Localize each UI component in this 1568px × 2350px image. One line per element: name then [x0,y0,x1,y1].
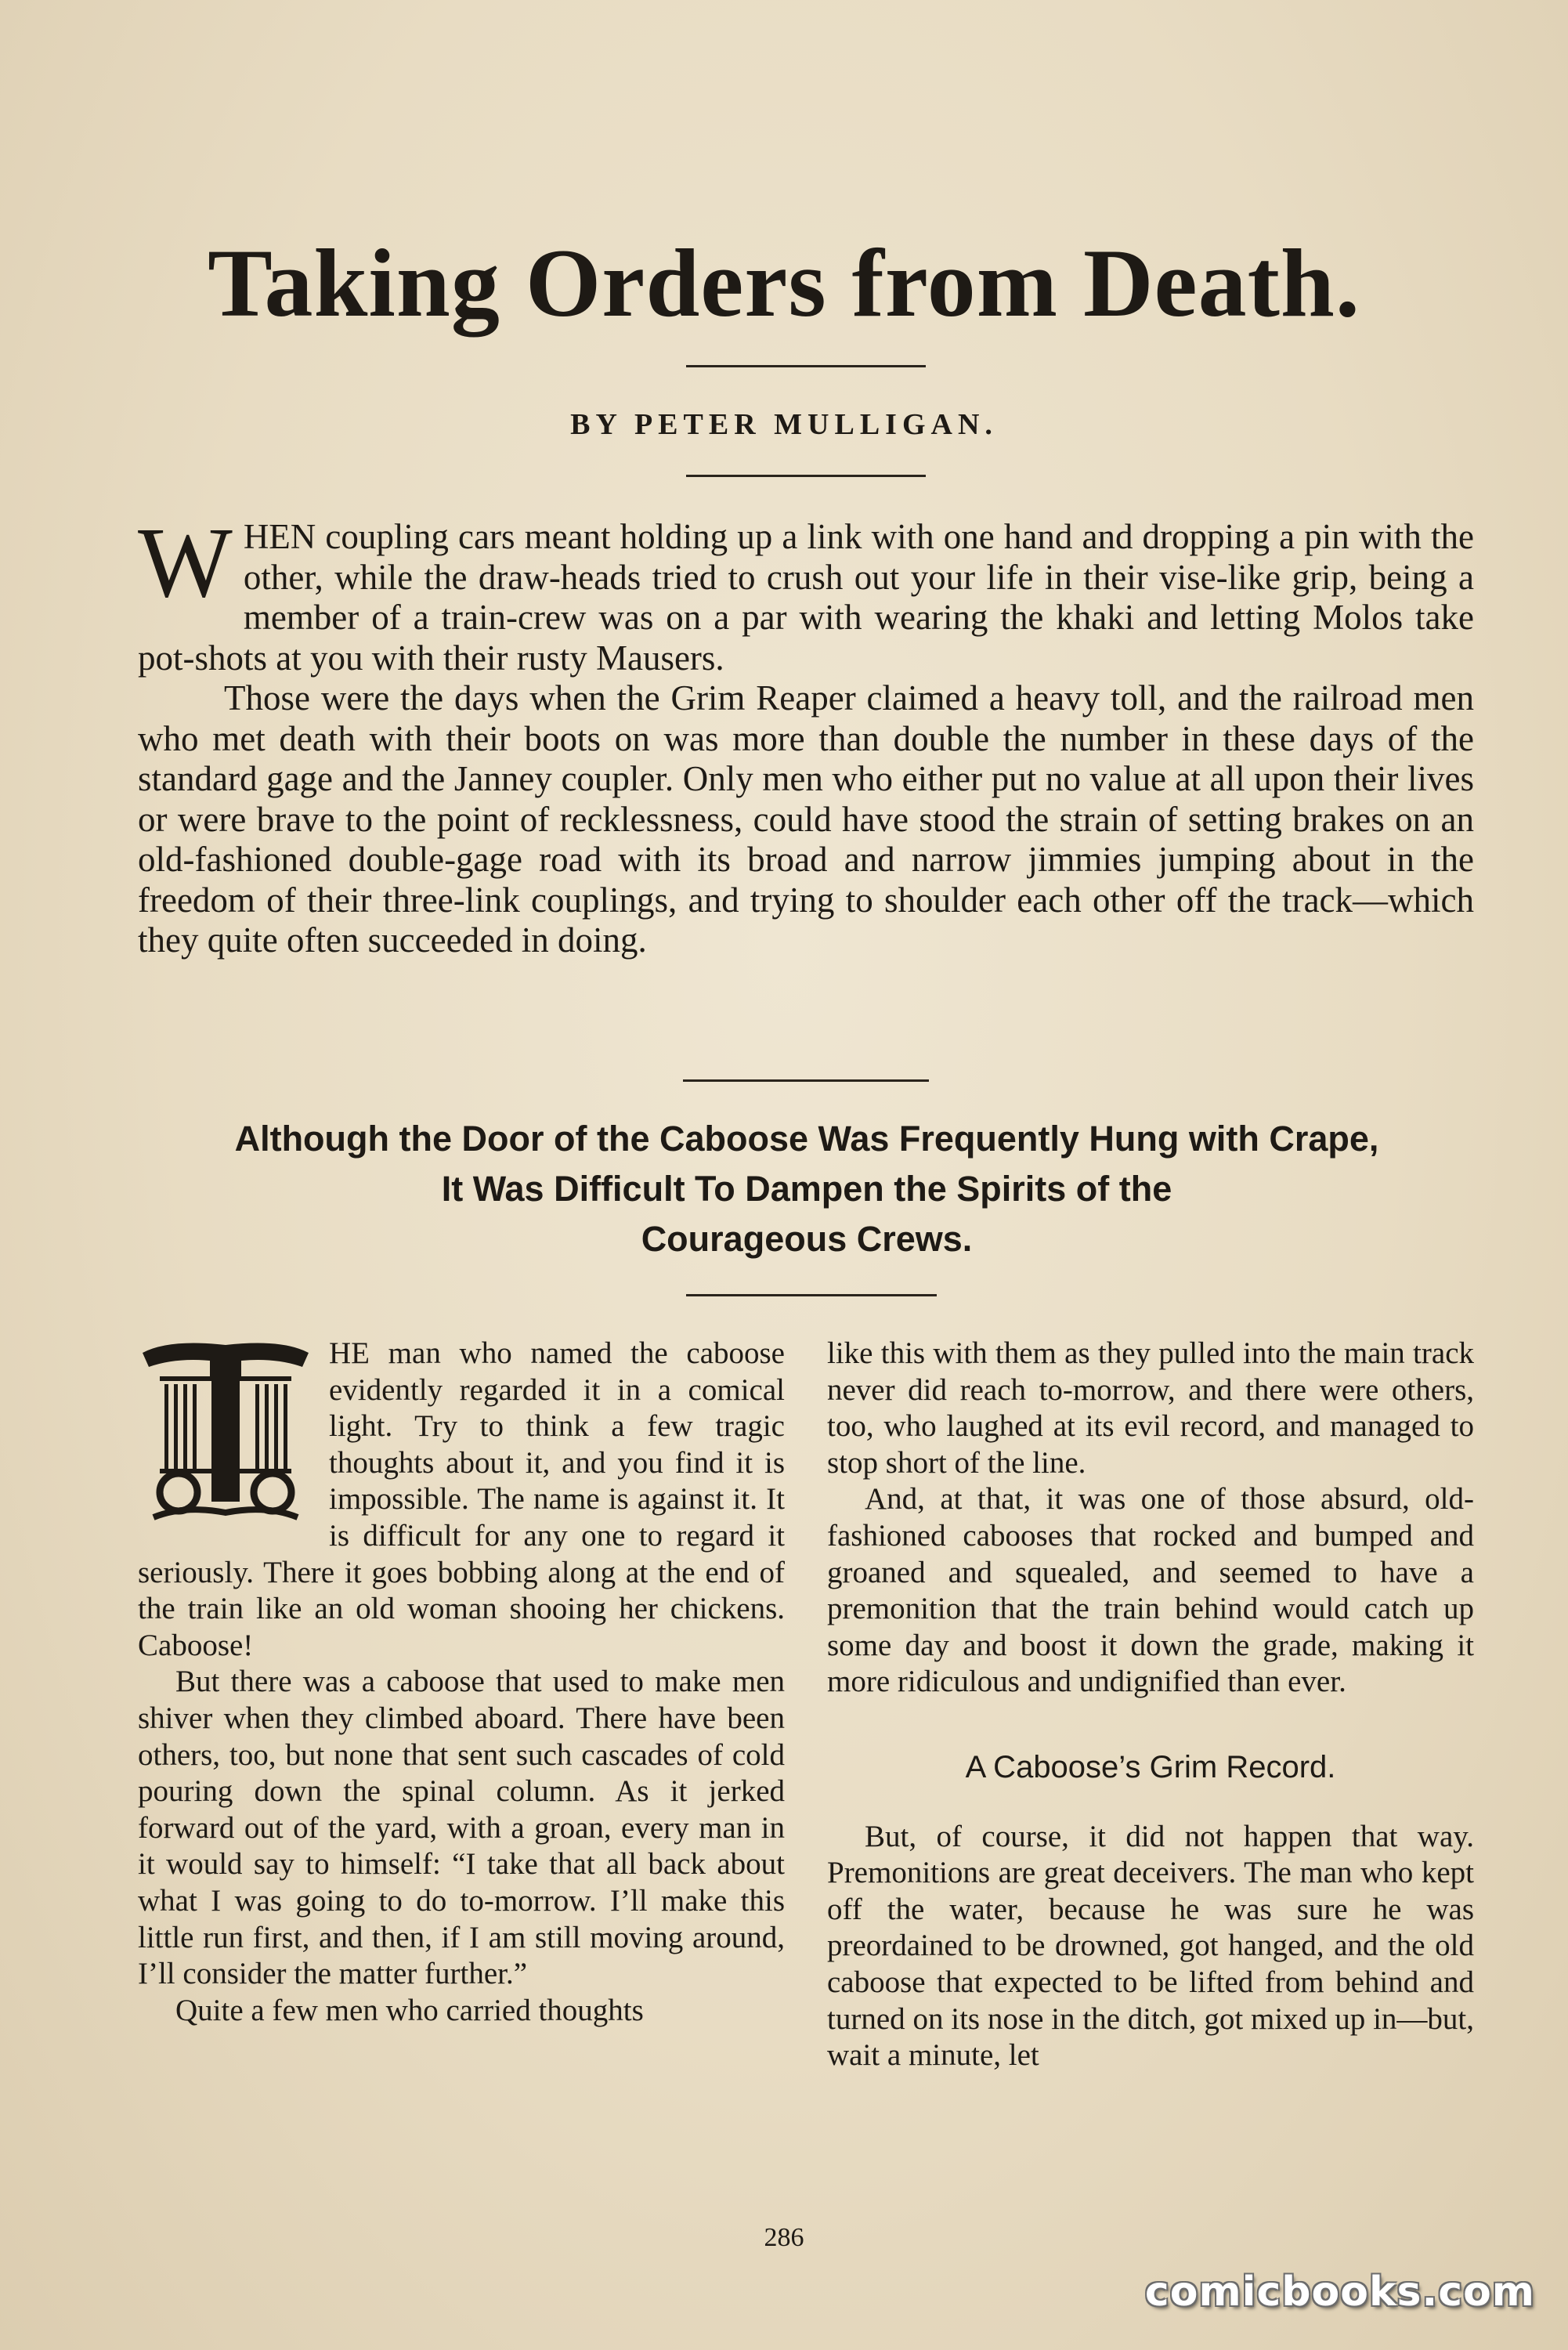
article-title: Taking Orders from Death. [208,230,1360,337]
intro-paragraph-1 [138,507,1474,678]
right-paragraph-2: And, at that, it was one of those absurd, old-fashioned cabooses that rocked and bumped and groaned and squealed, and seemed to have a premonition that the train behind would catch up some day and boost it down the grade, making it more ridiculous and undignified than ever. [827,1482,1474,1699]
subhead-line-1: Although the Door of the Caboose Was Frequently Hung with Crape, [234,1119,1379,1159]
right-paragraph-1: like this with them as they pulled into the main track never did reach to-morrow, and there were others, too, who laughed at its evil record, and managed to stop short of the line. [827,1336,1474,1480]
subhead-line-3: Courageous Crews. [641,1219,973,1259]
right-paragraph-3: But, of course, it did not happen that way. Premonitions are great deceivers. The man who kept off the water, because he was sure he was preordained to be drowned, got hanged, and the old caboose that expected to be lifted from behind and turned on its nose in the ditch, got mixed up in—but, wait a minute, let [827,1819,1474,2073]
subhead-rule [686,1294,937,1296]
left-paragraph-1 [138,1336,785,1664]
byline: BY PETER MULLIGAN. [570,408,998,441]
intro-drop-cap: W [138,507,233,618]
intro-rule [683,1079,929,1082]
left-paragraph-1-text: HE man who named the caboose evidently regarded it in a comical light. Try to think a few tragic thoughts about it, and you find it is impossible. The name is against it. It is difficult for any one to regard it seriously. There it goes bobbing along at the end of the train like an old woman shooing her chickens. Caboose! [138,1336,785,1662]
page-number: 286 [764,2223,804,2252]
article-subhead [117,1114,1496,1264]
left-column [138,1336,785,2029]
right-column [827,1336,1474,2074]
title-rule [686,365,926,367]
intro-section [138,507,1474,961]
ornamental-drop-cap-t [138,1336,313,1524]
intro-paragraph-2: Those were the days when the Grim Reaper claimed a heavy toll, and the railroad men who met death with their boots on was more than double the number in these days of the standard gage and the Janney coupler. Only men who either put no value at all upon their lives or were brave to the point of recklessness, could have stood the strain of setting brakes on an old-fashioned double-gage road with its broad and narrow jimmies jumping about in the freedom of their three-link couplings, and trying to shoulder each other off the track—which they quite often succeeded in doing. [138,678,1474,960]
byline-rule [686,475,926,477]
intro-paragraph-1-text: HEN coupling cars meant holding up a link with one hand and dropping a pin with the other, while the draw-heads tried to crush out your life in their vise-like grip, being a member of a train-crew was on a par with wearing the khaki and letting Molos take pot-shots at you with their rusty Mausers. [138,517,1474,678]
left-paragraph-3: Quite a few men who carried thoughts [175,1993,644,2027]
watermark-logo: comicbooks.com [1144,2269,1535,2316]
subhead-line-2: It Was Difficult To Dampen the Spirits of the [441,1169,1172,1209]
left-paragraph-2: But there was a caboose that used to make men shiver when they climbed aboard. There have been others, too, but none that sent such cascades of cold pouring down the spinal column. As it jerked forward out of the yard, with a groan, every man in it would say to himself: “I take that all back about what I was going to do to-morrow. I’ll make this little run first, and then, if I am still moving around, I’ll consider the matter further.” [138,1665,785,1991]
section-heading: A Caboose’s Grim Record. [965,1749,1336,1784]
